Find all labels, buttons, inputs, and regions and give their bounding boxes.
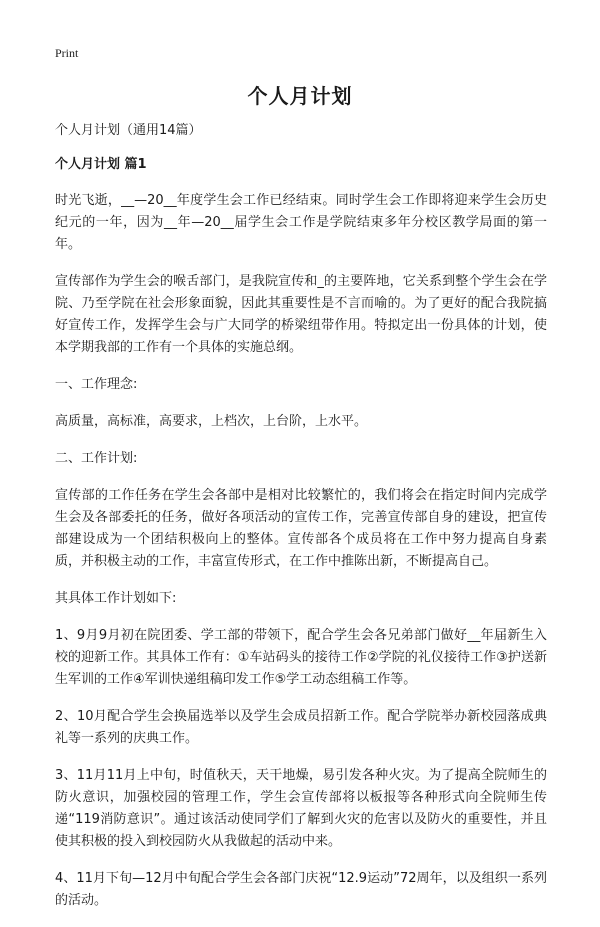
heading-work-philosophy: 一、工作理念: xyxy=(55,377,138,392)
heading-work-plan: 二、工作计划: xyxy=(55,451,138,466)
plan-item-november: 3、11月11月上中旬，时值秋天，天干地燥，易引发各种火灾。为了提高全院师生的防火意识，加强校园的管理工作，学生会宣传部将以板报等各种形式向全院师生传递“119消防意识”。通过该活动使同学们了解到火灾的危害以及防火的重要性，并且使其积极的投入到校园防火从我做起的活动中来。 xyxy=(55,768,547,849)
plan-item-october: 2、10月配合学生会换届选举以及学生会成员招新工作。配合学院举办新校园落成典礼等一系列的庆典工作。 xyxy=(55,709,547,746)
section-heading: 个人月计划 篇1 xyxy=(55,157,147,172)
paragraph-department-role: 宣传部作为学生会的喉舌部门，是我院宣传和_的主要阵地，它关系到整个学生会在学院、乃至学院在社会形象面貌，因此其重要性是不言而喻的。为了更好的配合我院搞好宣传工作，发挥学生会与广大同学的桥梁纽带作用。特拟定出一份具体的计划，使本学期我部的工作有一个具体的实施总纲。 xyxy=(55,274,547,355)
document-body xyxy=(55,120,547,927)
document-subtitle: 个人月计划（通用14篇） xyxy=(55,123,202,138)
paragraph-intro: 时光飞逝，__—20__年度学生会工作已经结束。同时学生会工作即将迎来学生会历史纪元的一年，因为__年—20__届学生会工作是学院结束多年分校区教学局面的第一年。 xyxy=(55,193,547,252)
plan-item-september: 1、9月9月初在院团委、学工部的带领下，配合学生会各兄弟部门做好__年届新生入校的迎新工作。其具体工作有：①车站码头的接待工作②学院的礼仪接待工作③护送新生军训的工作④军训快递组稿印发工作⑤学工动态组稿工作等。 xyxy=(55,628,547,687)
plan-item-late-november: 4、11月下旬—12月中旬配合学生会各部门庆祝“12.9运动”72周年，以及组织一系列的活动。 xyxy=(55,871,547,908)
page-title: 个人月计划 xyxy=(247,84,353,108)
paragraph-philosophy: 高质量，高标准，高要求，上档次，上台阶，上水平。 xyxy=(55,414,368,429)
paragraph-work-plan: 宣传部的工作任务在学生会各部中是相对比较繁忙的，我们将会在指定时间内完成学生会及各部委托的任务，做好各项活动的宣传工作，完善宣传部自身的建设，把宣传部建设成为一个团结积极向上的整体。宣传部各个成员将在工作中努力提高自身素质，并积极主动的工作，丰富宣传形式，在工作中推陈出新，不断提高自己。 xyxy=(55,488,547,569)
print-link[interactable]: Print xyxy=(55,46,79,60)
paragraph-plan-intro: 其具体工作计划如下: xyxy=(55,591,177,606)
